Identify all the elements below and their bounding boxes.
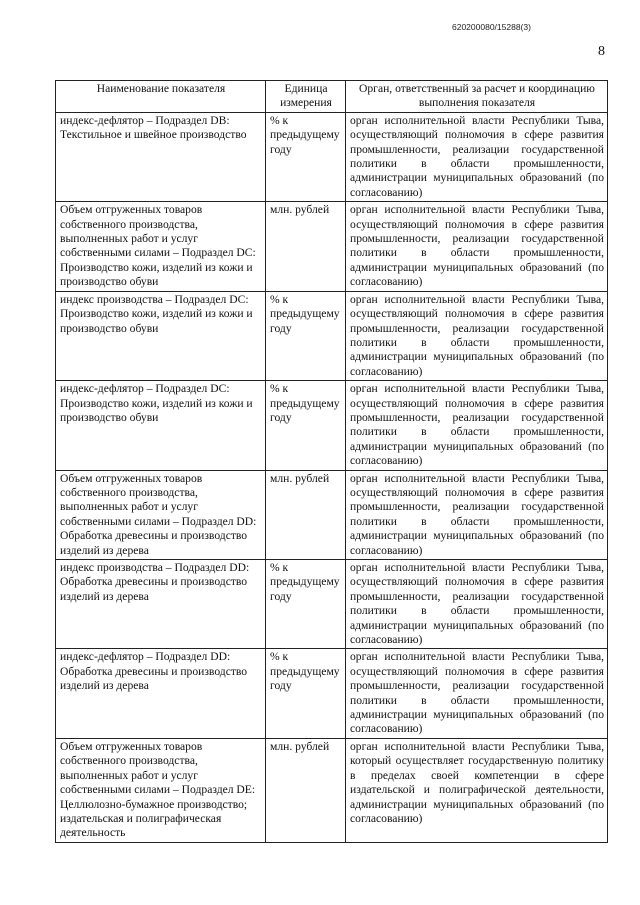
unit-cell: млн. рублей xyxy=(266,738,346,842)
responsible-body: орган исполнительной власти Республики Тыва, осуществляющий полномочия в сфере развития промышленности, реализации государственной политики в области промышленности, администрации муниципальных образований (по согласованию) xyxy=(346,291,608,380)
unit-cell: % к предыдущему году xyxy=(266,381,346,470)
unit-cell: % к предыдущему году xyxy=(266,560,346,649)
table-row xyxy=(56,291,608,380)
table-row xyxy=(56,560,608,649)
indicator-name: индекс производства – Подраздел DC: Производство кожи, изделий из кожи и производство обуви xyxy=(56,291,266,380)
table-row xyxy=(56,738,608,842)
responsible-body: орган исполнительной власти Республики Тыва, который осуществляет государственную политику в пределах своей компетенции в сфере издательской и полиграфической деятельности, администрации муниципальных образований (по согласованию) xyxy=(346,738,608,842)
unit-cell: млн. рублей xyxy=(266,202,346,291)
indicators-table xyxy=(55,80,608,843)
unit-cell: млн. рублей xyxy=(266,470,346,559)
indicator-name: Объем отгруженных товаров собственного производства, выполненных работ и услуг собственными силами – Подраздел DE: Целлюлозно-бумажное производство; издательская и полиграфическая деятельность xyxy=(56,738,266,842)
unit-cell: % к предыдущему году xyxy=(266,291,346,380)
indicator-name: индекс-дефлятор – Подраздел DC: Производство кожи, изделий из кожи и производство обуви xyxy=(56,381,266,470)
unit-cell: % к предыдущему году xyxy=(266,112,346,201)
table-row xyxy=(56,470,608,559)
responsible-body: орган исполнительной власти Республики Тыва, осуществляющий полномочия в сфере развития промышленности, реализации государственной политики в области промышленности, администрации муниципальных образований (по согласованию) xyxy=(346,470,608,559)
table-row xyxy=(56,202,608,291)
responsible-body: орган исполнительной власти Республики Тыва, осуществляющий полномочия в сфере развития промышленности, реализации государственной политики в области промышленности, администрации муниципальных образований (по согласованию) xyxy=(346,649,608,738)
indicator-name: индекс производства – Подраздел DD: Обработка древесины и производство изделий из дерева xyxy=(56,560,266,649)
indicator-name: индекс-дефлятор – Подраздел DD: Обработка древесины и производство изделий из дерева xyxy=(56,649,266,738)
indicator-name: индекс-дефлятор – Подраздел DB: Текстильное и швейное производство xyxy=(56,112,266,201)
table-row xyxy=(56,381,608,470)
responsible-body: орган исполнительной власти Республики Тыва, осуществляющий полномочия в сфере развития промышленности, реализации государственной политики в области промышленности, администрации муниципальных образований (по согласованию) xyxy=(346,112,608,201)
unit-cell: % к предыдущему году xyxy=(266,649,346,738)
header-unit: Единица измерения xyxy=(266,81,346,113)
header-indicator-name: Наименование показателя xyxy=(56,81,266,113)
page-number: 8 xyxy=(598,44,605,59)
table-row xyxy=(56,112,608,201)
header-responsible-body: Орган, ответственный за расчет и координацию выполнения показателя xyxy=(346,81,608,113)
document-id: 620200080/15288(3) xyxy=(452,22,531,32)
responsible-body: орган исполнительной власти Республики Тыва, осуществляющий полномочия в сфере развития промышленности, реализации государственной политики в области промышленности, администрации муниципальных образований (по согласованию) xyxy=(346,560,608,649)
table-header-row xyxy=(56,81,608,113)
table-row xyxy=(56,649,608,738)
indicator-name: Объем отгруженных товаров собственного производства, выполненных работ и услуг собственными силами – Подраздел DD: Обработка древесины и производство изделий из дерева xyxy=(56,470,266,559)
indicator-name: Объем отгруженных товаров собственного производства, выполненных работ и услуг собственными силами – Подраздел DC: Производство кожи, изделий из кожи и производство обуви xyxy=(56,202,266,291)
responsible-body: орган исполнительной власти Республики Тыва, осуществляющий полномочия в сфере развития промышленности, реализации государственной политики в области промышленности, администрации муниципальных образований (по согласованию) xyxy=(346,202,608,291)
responsible-body: орган исполнительной власти Республики Тыва, осуществляющий полномочия в сфере развития промышленности, реализации государственной политики в области промышленности, администрации муниципальных образований (по согласованию) xyxy=(346,381,608,470)
